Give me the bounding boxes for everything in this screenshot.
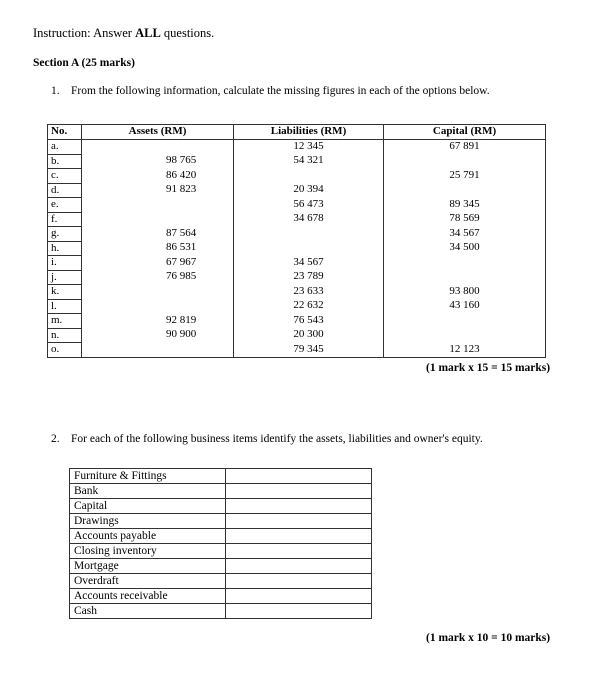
question-1-marks: (1 mark x 15 = 15 marks) — [426, 362, 551, 374]
table-row — [48, 227, 546, 242]
business-item-label: Accounts payable — [70, 529, 226, 544]
instruction-line — [33, 26, 214, 41]
row-liabilities: 76 543 — [234, 314, 384, 329]
business-item-label: Capital — [70, 499, 226, 514]
row-assets: 76 985 — [82, 270, 234, 285]
row-liabilities: 23 633 — [234, 285, 384, 300]
table-row — [48, 241, 546, 256]
business-item-row — [70, 514, 372, 529]
row-liabilities: 20 394 — [234, 183, 384, 198]
row-no: k. — [48, 285, 82, 300]
row-no: g. — [48, 227, 82, 242]
table-row — [48, 198, 546, 213]
row-liabilities: 79 345 — [234, 343, 384, 358]
row-liabilities: 54 321 — [234, 154, 384, 169]
table-row — [48, 285, 546, 300]
row-capital: 25 791 — [384, 169, 546, 184]
business-item-label: Drawings — [70, 514, 226, 529]
business-item-row — [70, 469, 372, 484]
row-capital — [384, 270, 546, 285]
section-title: Section A (25 marks) — [33, 57, 135, 69]
row-capital — [384, 154, 546, 169]
business-item-answer-cell — [226, 589, 372, 604]
table-row — [48, 256, 546, 271]
business-item-row — [70, 499, 372, 514]
row-capital — [384, 314, 546, 329]
row-liabilities: 22 632 — [234, 299, 384, 314]
row-liabilities: 20 300 — [234, 328, 384, 343]
row-liabilities: 12 345 — [234, 140, 384, 155]
row-assets: 98 765 — [82, 154, 234, 169]
row-assets: 91 823 — [82, 183, 234, 198]
row-no: f. — [48, 212, 82, 227]
business-item-label: Furniture & Fittings — [70, 469, 226, 484]
instruction-suffix: questions. — [160, 26, 215, 40]
business-item-label: Bank — [70, 484, 226, 499]
table-row — [48, 343, 546, 358]
question-1-text: From the following information, calculate the missing figures in each of the options below. — [71, 85, 490, 97]
business-item-answer-cell — [226, 604, 372, 619]
instruction-prefix: Instruction: Answer — [33, 26, 136, 40]
business-item-row — [70, 574, 372, 589]
row-assets — [82, 299, 234, 314]
row-assets — [82, 198, 234, 213]
figures-table-header — [48, 125, 546, 140]
row-no: j. — [48, 270, 82, 285]
business-item-label: Overdraft — [70, 574, 226, 589]
question-2-marks: (1 mark x 10 = 10 marks) — [426, 632, 551, 644]
row-no: n. — [48, 328, 82, 343]
table-row — [48, 154, 546, 169]
table-row — [48, 314, 546, 329]
business-item-row — [70, 544, 372, 559]
row-capital: 43 160 — [384, 299, 546, 314]
row-assets: 67 967 — [82, 256, 234, 271]
row-assets: 90 900 — [82, 328, 234, 343]
table-row — [48, 299, 546, 314]
business-item-row — [70, 589, 372, 604]
business-item-row — [70, 559, 372, 574]
business-items-table — [69, 468, 372, 619]
question-2-number: 2. — [51, 433, 60, 445]
business-item-label: Closing inventory — [70, 544, 226, 559]
row-capital: 89 345 — [384, 198, 546, 213]
row-liabilities — [234, 169, 384, 184]
row-no: m. — [48, 314, 82, 329]
instruction-bold: ALL — [135, 26, 161, 40]
row-assets: 86 531 — [82, 241, 234, 256]
row-capital — [384, 183, 546, 198]
business-item-label: Mortgage — [70, 559, 226, 574]
question-1-number: 1. — [51, 85, 60, 97]
row-assets — [82, 343, 234, 358]
row-assets — [82, 140, 234, 155]
business-item-row — [70, 484, 372, 499]
row-no: d. — [48, 183, 82, 198]
table-row — [48, 270, 546, 285]
business-item-row — [70, 529, 372, 544]
business-item-label: Cash — [70, 604, 226, 619]
row-liabilities: 23 789 — [234, 270, 384, 285]
row-capital: 93 800 — [384, 285, 546, 300]
header-liabilities: Liabilities (RM) — [234, 125, 384, 140]
business-item-answer-cell — [226, 469, 372, 484]
row-no: o. — [48, 343, 82, 358]
row-no: l. — [48, 299, 82, 314]
row-capital: 78 569 — [384, 212, 546, 227]
row-capital: 34 567 — [384, 227, 546, 242]
row-liabilities: 34 567 — [234, 256, 384, 271]
row-no: h. — [48, 241, 82, 256]
row-assets: 86 420 — [82, 169, 234, 184]
row-capital: 67 891 — [384, 140, 546, 155]
business-item-answer-cell — [226, 559, 372, 574]
row-liabilities: 56 473 — [234, 198, 384, 213]
header-capital: Capital (RM) — [384, 125, 546, 140]
row-no: a. — [48, 140, 82, 155]
question-2 — [51, 433, 483, 445]
row-capital: 34 500 — [384, 241, 546, 256]
row-capital — [384, 328, 546, 343]
question-1 — [51, 85, 490, 97]
row-no: c. — [48, 169, 82, 184]
row-liabilities: 34 678 — [234, 212, 384, 227]
row-liabilities — [234, 241, 384, 256]
table-row — [48, 212, 546, 227]
row-capital: 12 123 — [384, 343, 546, 358]
business-item-answer-cell — [226, 544, 372, 559]
row-assets — [82, 212, 234, 227]
business-item-row — [70, 604, 372, 619]
business-item-answer-cell — [226, 499, 372, 514]
row-no: e. — [48, 198, 82, 213]
row-no: b. — [48, 154, 82, 169]
header-assets: Assets (RM) — [82, 125, 234, 140]
row-assets: 87 564 — [82, 227, 234, 242]
row-no: i. — [48, 256, 82, 271]
business-item-answer-cell — [226, 529, 372, 544]
business-item-label: Accounts receivable — [70, 589, 226, 604]
row-assets — [82, 285, 234, 300]
business-item-answer-cell — [226, 484, 372, 499]
row-capital — [384, 256, 546, 271]
table-row — [48, 140, 546, 155]
table-row — [48, 169, 546, 184]
table-row — [48, 183, 546, 198]
header-no: No. — [48, 125, 82, 140]
figures-table — [47, 124, 546, 358]
row-assets: 92 819 — [82, 314, 234, 329]
business-item-answer-cell — [226, 574, 372, 589]
business-item-answer-cell — [226, 514, 372, 529]
row-liabilities — [234, 227, 384, 242]
question-2-text: For each of the following business items identify the assets, liabilities and owner's equity. — [71, 433, 483, 445]
table-row — [48, 328, 546, 343]
